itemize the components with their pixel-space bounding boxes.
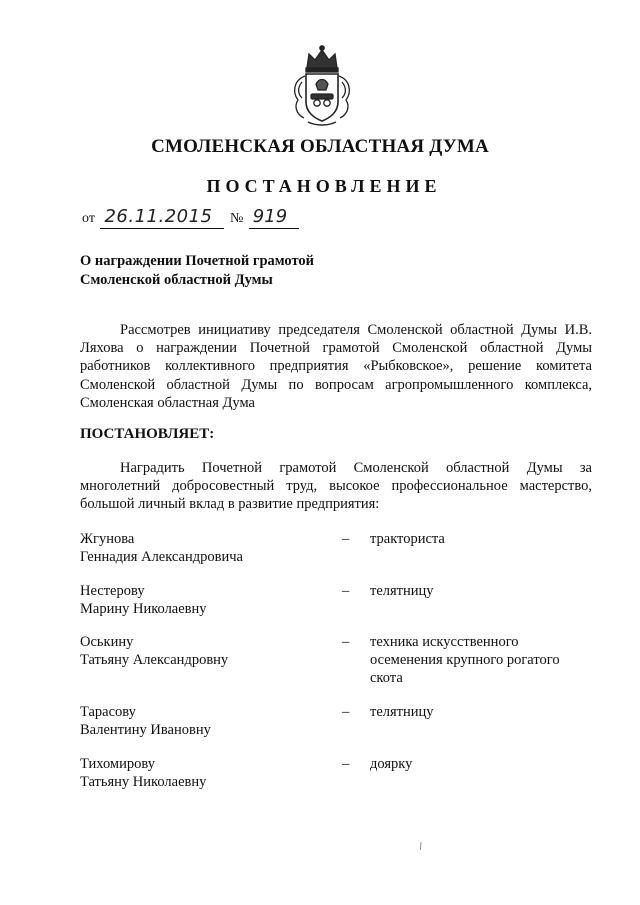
- document-type: ПОСТАНОВЛЕНИЕ: [206, 176, 442, 196]
- awardee-role: техника искусственного осеменения крупного рогатого скота: [370, 634, 560, 686]
- scan-speck: [420, 842, 422, 850]
- awardee-name: [80, 703, 330, 739]
- resolves-label: ПОСТАНОВЛЯЕТ:: [80, 426, 215, 442]
- awardee-role: телятницу: [370, 704, 434, 720]
- subject-line-2: Смоленской областной Думы: [80, 272, 273, 288]
- awardee-surname: Оськину: [80, 634, 134, 650]
- awardee-name: [80, 530, 330, 566]
- awardee-surname: Нестерову: [80, 583, 145, 599]
- organization-name: СМОЛЕНСКАЯ ОБЛАСТНАЯ ДУМА: [151, 136, 489, 157]
- number-prefix: №: [229, 211, 244, 226]
- dash-separator: –: [342, 634, 350, 650]
- document-number: 919: [249, 206, 299, 229]
- document-subject: [80, 252, 314, 290]
- awardee-role: доярку: [370, 756, 413, 772]
- awardee-name: [80, 755, 330, 791]
- dash-separator: –: [342, 531, 350, 547]
- award-paragraph: Наградить Почетной грамотой Смоленской областной Думы за многолетний добросовестный труд, высокое профессиональное мастерство, большой личный вклад в развитие предприятия:: [80, 460, 592, 513]
- awardee-surname: Жгунова: [80, 531, 135, 547]
- date-prefix: от: [82, 211, 95, 226]
- coat-of-arms-icon: [290, 42, 354, 128]
- subject-line-1: О награждении Почетной грамотой: [80, 253, 315, 269]
- awardee-role: тракториста: [370, 531, 445, 547]
- awardee-given-names: Татьяну Александровну: [80, 652, 229, 668]
- dash-separator: –: [342, 583, 350, 599]
- awardee-given-names: Марину Николаевну: [80, 601, 207, 617]
- awardee-given-names: Валентину Ивановну: [80, 722, 211, 738]
- awardee-given-names: Геннадия Александровича: [80, 549, 243, 565]
- awardee-name: [80, 633, 330, 669]
- preamble-paragraph: Рассмотрев инициативу председателя Смоленской областной Думы И.В. Ляхова о награждении Почетной грамотой Смоленской областной Думы работников коллективного предприятия «Рыбковское», решение комитета Смоленской областной Думы по вопросам агропромышленного комплекса, Смоленская областная Дума: [80, 322, 592, 411]
- awardee-role: телятницу: [370, 583, 434, 599]
- awardee-name: [80, 582, 330, 618]
- document-date: 26.11.2015: [100, 206, 224, 229]
- awardee-surname: Тарасову: [80, 704, 136, 720]
- awardee-surname: Тихомирову: [80, 756, 155, 772]
- date-number-line: [80, 206, 299, 229]
- dash-separator: –: [342, 704, 350, 720]
- dash-separator: –: [342, 756, 350, 772]
- awardee-given-names: Татьяну Николаевну: [80, 774, 207, 790]
